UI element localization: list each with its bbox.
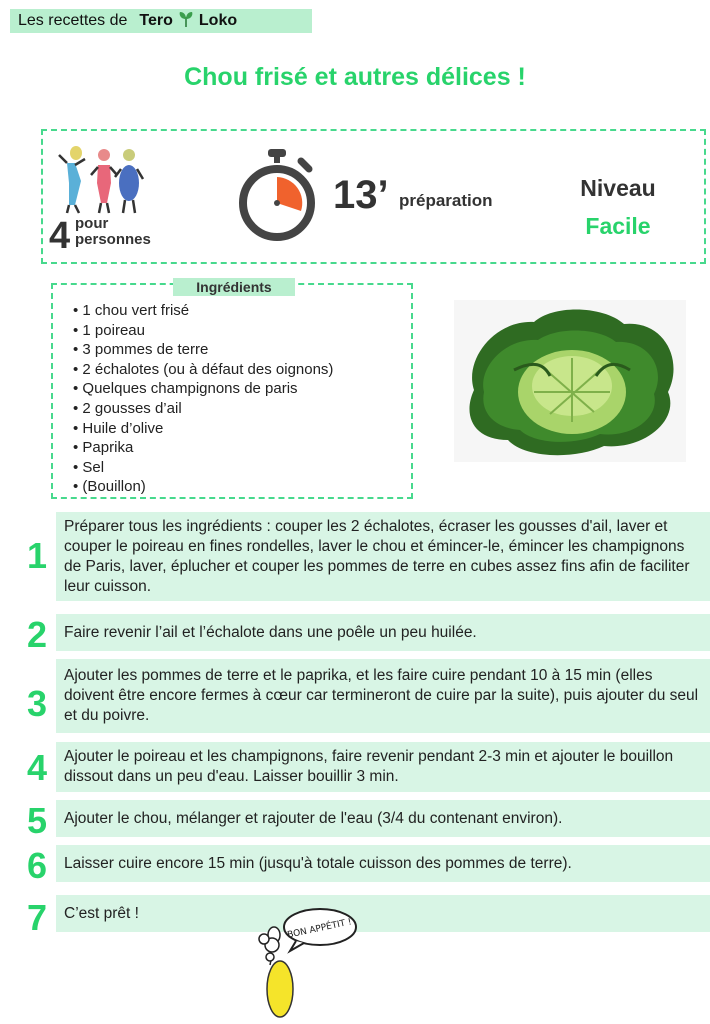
persons-label-personnes: personnes <box>75 231 151 248</box>
step-7: C’est prêt ! <box>56 895 710 932</box>
ingredient-item: • Sel <box>73 458 333 478</box>
ingredients-list <box>73 301 333 497</box>
ingredient-item: • 2 échalotes (ou à défaut des oignons) <box>73 360 333 380</box>
step-5: Ajouter le chou, mélanger et rajouter de l'eau (3/4 du contenant environ). <box>56 800 710 837</box>
level-label: Niveau <box>580 175 656 201</box>
step-number-5: 5 <box>26 800 48 841</box>
bon-appetit-mascot <box>250 905 370 1023</box>
ingredient-item: • 1 poireau <box>73 321 333 341</box>
persons-label-pour: pour <box>75 215 109 232</box>
brand-banner <box>10 9 312 33</box>
ingredients-box <box>51 279 413 499</box>
recipe-info-box <box>41 129 706 264</box>
ingredient-item: • 3 pommes de terre <box>73 340 333 360</box>
brand-name-part2: Loko <box>198 12 238 29</box>
step-number-2: 2 <box>26 614 48 655</box>
step-number-3: 3 <box>26 683 48 724</box>
ingredient-item: • 2 gousses d’ail <box>73 399 333 419</box>
step-number-7: 7 <box>26 897 48 938</box>
step-2: Faire revenir l’ail et l’échalote dans une poêle un peu huilée. <box>56 614 710 651</box>
step-number-1: 1 <box>26 535 48 576</box>
recipe-title: Chou frisé et autres délices ! <box>184 63 526 91</box>
bon-appetit-text: BON APPÉTIT ! <box>286 917 353 941</box>
ingredient-item: • (Bouillon) <box>73 477 333 497</box>
level-value: Facile <box>585 213 651 239</box>
step-1: Préparer tous les ingrédients : couper les 2 échalotes, écraser les gousses d'ail, laver et couper le poireau en fines rondelles, laver le chou et émincer-le, émincer les champignons de Paris, laver, éplucher et couper les pommes de terre en cubes assez fins afin de faciliter leur cuisson. <box>56 512 710 601</box>
cabbage-image <box>454 300 686 462</box>
ingredient-item: • Paprika <box>73 438 333 458</box>
prep-time-label: préparation <box>399 191 493 210</box>
step-4: Ajouter le poireau et les champignons, faire revenir pendant 2-3 min et ajouter le bouillon dissout dans un peu d'eau. Laisser bouillir 3 min. <box>56 742 710 792</box>
step-number-6: 6 <box>26 845 48 886</box>
stopwatch-icon <box>235 147 319 243</box>
step-3: Ajouter les pommes de terre et le paprika, et les faire cuire pendant 10 à 15 min (elles doivent être encore fermes à cœur car termineront de cuire par la suite), puis ajouter du seul et du poivre. <box>56 659 710 733</box>
brand-name-part1: Tero <box>139 12 173 29</box>
people-icon <box>55 145 155 215</box>
ingredients-title: Ingrédients <box>173 278 295 296</box>
step-number-4: 4 <box>26 747 48 788</box>
brand-prefix: Les recettes de <box>18 12 128 29</box>
prep-time-value: 13’ <box>333 173 389 217</box>
ingredient-item: • Quelques champignons de paris <box>73 379 333 399</box>
step-6: Laisser cuire encore 15 min (jusqu'à totale cuisson des pommes de terre). <box>56 845 710 882</box>
ingredient-item: • 1 chou vert frisé <box>73 301 333 321</box>
persons-number: 4 <box>49 215 71 257</box>
ingredient-item: • Huile d’olive <box>73 419 333 439</box>
leaf-logo-icon <box>177 10 195 33</box>
